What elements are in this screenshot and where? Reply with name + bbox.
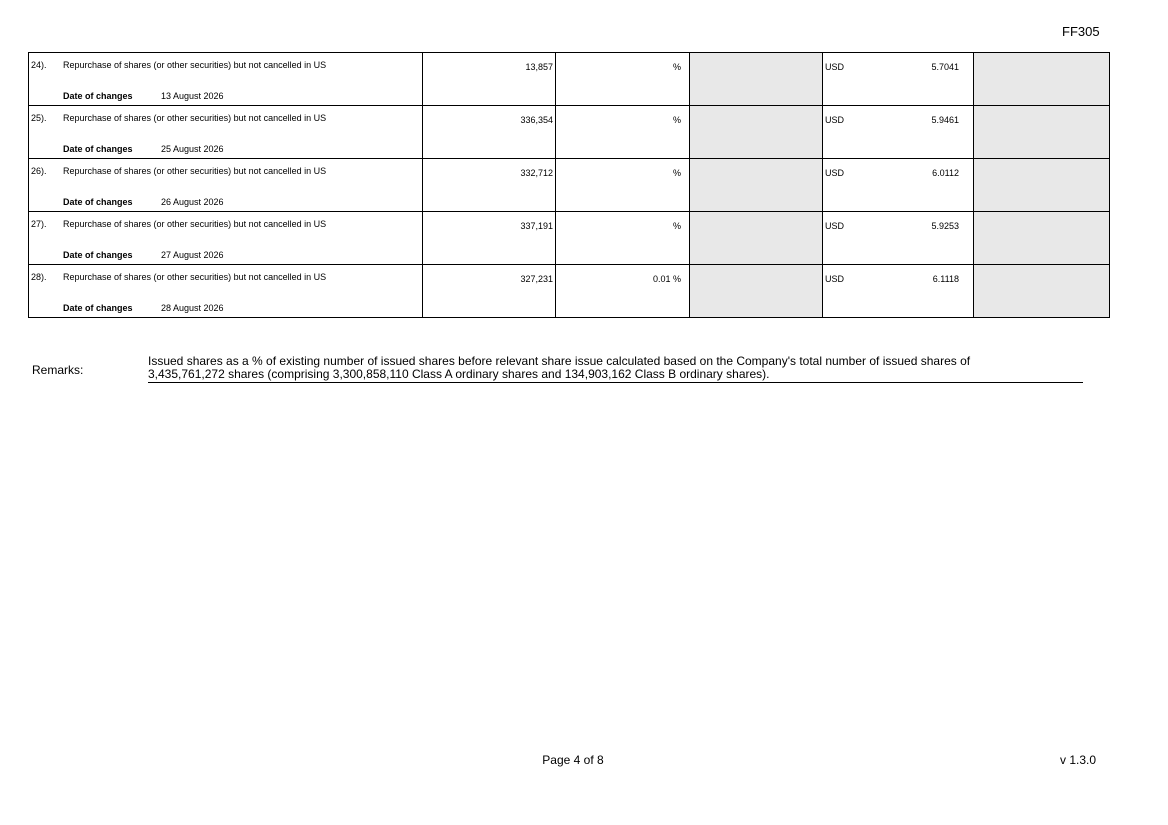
price-value: 5.9253 bbox=[931, 221, 959, 231]
shaded-cell bbox=[690, 106, 823, 159]
shaded-cell bbox=[974, 159, 1110, 212]
shares-cell bbox=[423, 265, 556, 318]
remarks-text bbox=[148, 355, 1083, 383]
shares-value: 13,857 bbox=[525, 62, 553, 72]
currency: USD bbox=[825, 115, 845, 125]
price-cell bbox=[823, 106, 974, 159]
percent-cell bbox=[556, 265, 690, 318]
price-value: 5.9461 bbox=[931, 115, 959, 125]
date-label: Date of changes bbox=[63, 91, 133, 101]
row-description: Repurchase of shares (or other securities) but not cancelled in US bbox=[63, 272, 327, 282]
date-value: 27 August 2026 bbox=[161, 250, 224, 260]
currency: USD bbox=[825, 168, 845, 178]
date-value: 13 August 2026 bbox=[161, 91, 224, 101]
row-index: 26). bbox=[31, 166, 47, 176]
date-value: 28 August 2026 bbox=[161, 303, 224, 313]
currency: USD bbox=[825, 221, 845, 231]
price-cell bbox=[823, 159, 974, 212]
date-label: Date of changes bbox=[63, 303, 133, 313]
shares-cell bbox=[423, 212, 556, 265]
remarks-line-2: 3,435,761,272 shares (comprising 3,300,858,110 Class A ordinary shares and 134,903,162 Class B ordinary shares). bbox=[148, 367, 770, 381]
row-description: Repurchase of shares (or other securities) but not cancelled in US bbox=[63, 219, 327, 229]
row-index: 25). bbox=[31, 113, 47, 123]
percent-cell bbox=[556, 159, 690, 212]
percent-value: % bbox=[672, 62, 681, 72]
percent-cell bbox=[556, 53, 690, 106]
table-row bbox=[29, 212, 1110, 265]
shaded-cell bbox=[974, 265, 1110, 318]
shares-cell bbox=[423, 159, 556, 212]
shaded-cell bbox=[974, 212, 1110, 265]
date-label: Date of changes bbox=[63, 144, 133, 154]
table-row bbox=[29, 106, 1110, 159]
shaded-cell bbox=[690, 212, 823, 265]
shaded-cell bbox=[690, 53, 823, 106]
shares-value: 332,712 bbox=[520, 168, 553, 178]
table-row bbox=[29, 159, 1110, 212]
page-number: Page 4 of 8 bbox=[542, 753, 604, 767]
remarks-label: Remarks: bbox=[32, 363, 84, 377]
version-label: v 1.3.0 bbox=[1060, 753, 1097, 767]
description-cell bbox=[29, 265, 423, 318]
share-changes-table bbox=[28, 52, 1110, 318]
currency: USD bbox=[825, 274, 845, 284]
percent-value: 0.01 % bbox=[652, 274, 681, 284]
description-cell bbox=[29, 106, 423, 159]
date-label: Date of changes bbox=[63, 197, 133, 207]
remarks-line-1: Issued shares as a % of existing number of issued shares before relevant share issue calculated based on the Company's total number of issued shares of bbox=[148, 354, 971, 368]
shaded-cell bbox=[690, 159, 823, 212]
form-code: FF305 bbox=[1062, 24, 1100, 39]
percent-cell bbox=[556, 212, 690, 265]
shaded-cell bbox=[974, 53, 1110, 106]
shares-cell bbox=[423, 106, 556, 159]
row-description: Repurchase of shares (or other securities) but not cancelled in US bbox=[63, 113, 327, 123]
percent-cell bbox=[556, 106, 690, 159]
shaded-cell bbox=[690, 265, 823, 318]
currency: USD bbox=[825, 62, 845, 72]
price-cell bbox=[823, 265, 974, 318]
shares-value: 327,231 bbox=[520, 274, 553, 284]
row-index: 27). bbox=[31, 219, 47, 229]
description-cell bbox=[29, 212, 423, 265]
price-value: 6.0112 bbox=[932, 168, 959, 178]
date-value: 25 August 2026 bbox=[161, 144, 224, 154]
price-value: 5.7041 bbox=[931, 62, 959, 72]
shares-value: 337,191 bbox=[520, 221, 553, 231]
row-index: 28). bbox=[31, 272, 47, 282]
shares-cell bbox=[423, 53, 556, 106]
price-cell bbox=[823, 212, 974, 265]
shaded-cell bbox=[974, 106, 1110, 159]
row-description: Repurchase of shares (or other securities) but not cancelled in US bbox=[63, 60, 327, 70]
price-value: 6.1118 bbox=[932, 274, 959, 284]
description-cell bbox=[29, 53, 423, 106]
shares-value: 336,354 bbox=[520, 115, 553, 125]
row-description: Repurchase of shares (or other securities) but not cancelled in US bbox=[63, 166, 327, 176]
table-row bbox=[29, 53, 1110, 106]
date-value: 26 August 2026 bbox=[161, 197, 224, 207]
description-cell bbox=[29, 159, 423, 212]
price-cell bbox=[823, 53, 974, 106]
percent-value: % bbox=[672, 221, 681, 231]
date-label: Date of changes bbox=[63, 250, 133, 260]
row-index: 24). bbox=[31, 60, 47, 70]
percent-value: % bbox=[672, 168, 681, 178]
table-row bbox=[29, 265, 1110, 318]
percent-value: % bbox=[672, 115, 681, 125]
